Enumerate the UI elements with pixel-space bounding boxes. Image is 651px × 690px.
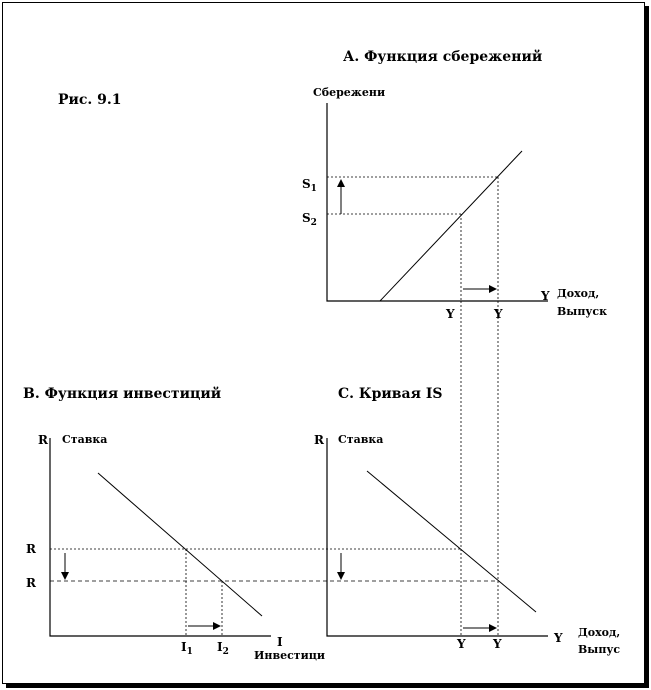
panel-b-title: В. Функция инвестиций [23, 386, 222, 402]
panel-a-title: А. Функция сбережений [343, 49, 543, 65]
panel-c-y-tick-2: Y [493, 637, 502, 651]
panel-c-x-axis-label-1: Доход, [578, 626, 621, 639]
panel-a-axes [327, 103, 548, 301]
panel-b-axes [50, 438, 271, 636]
panel-c-axes [327, 438, 548, 636]
panel-b-r-tick-2: R [26, 576, 36, 590]
panel-b-i2-label: $I_2$ [217, 640, 229, 657]
panel-c-y-tick-1: Y [457, 637, 466, 651]
panel-c-y-axis-label: Ставка [338, 433, 384, 446]
is-curve-line [367, 471, 536, 612]
panel-a-s2-label: $S_2$ [302, 211, 317, 228]
panel-a-x-axis-symbol: Y [541, 289, 550, 303]
panel-c-x-axis-label-2: Выпус [578, 643, 621, 656]
panel-b-r-tick-1: R [26, 542, 36, 556]
panel-a-y-tick-1: Y [446, 307, 455, 321]
investment-line [98, 473, 262, 616]
panel-b-y-axis-label: Ставка [62, 433, 108, 446]
panel-b-x-axis-symbol: I [277, 635, 283, 649]
panel-b-x-axis-label: Инвестици [254, 649, 326, 662]
panel-a-s1-label: $S_1$ [302, 177, 317, 194]
panel-b-i1-label: $I_1$ [181, 640, 193, 657]
panel-c-title: С. Кривая IS [338, 386, 443, 402]
figure-label: Рис. 9.1 [58, 92, 122, 108]
panel-c-x-axis-symbol: Y [554, 631, 563, 645]
panel-b-y-axis-symbol: R [38, 433, 48, 447]
savings-line [380, 151, 522, 301]
panel-a-x-axis-label-2: Выпуск [557, 305, 608, 318]
panel-a-x-axis-label-1: Доход, [557, 287, 600, 300]
panel-a-y-axis-label: Сбережени [313, 86, 386, 99]
panel-a-y-tick-2: Y [494, 307, 503, 321]
panel-c-y-axis-symbol: R [314, 433, 324, 447]
